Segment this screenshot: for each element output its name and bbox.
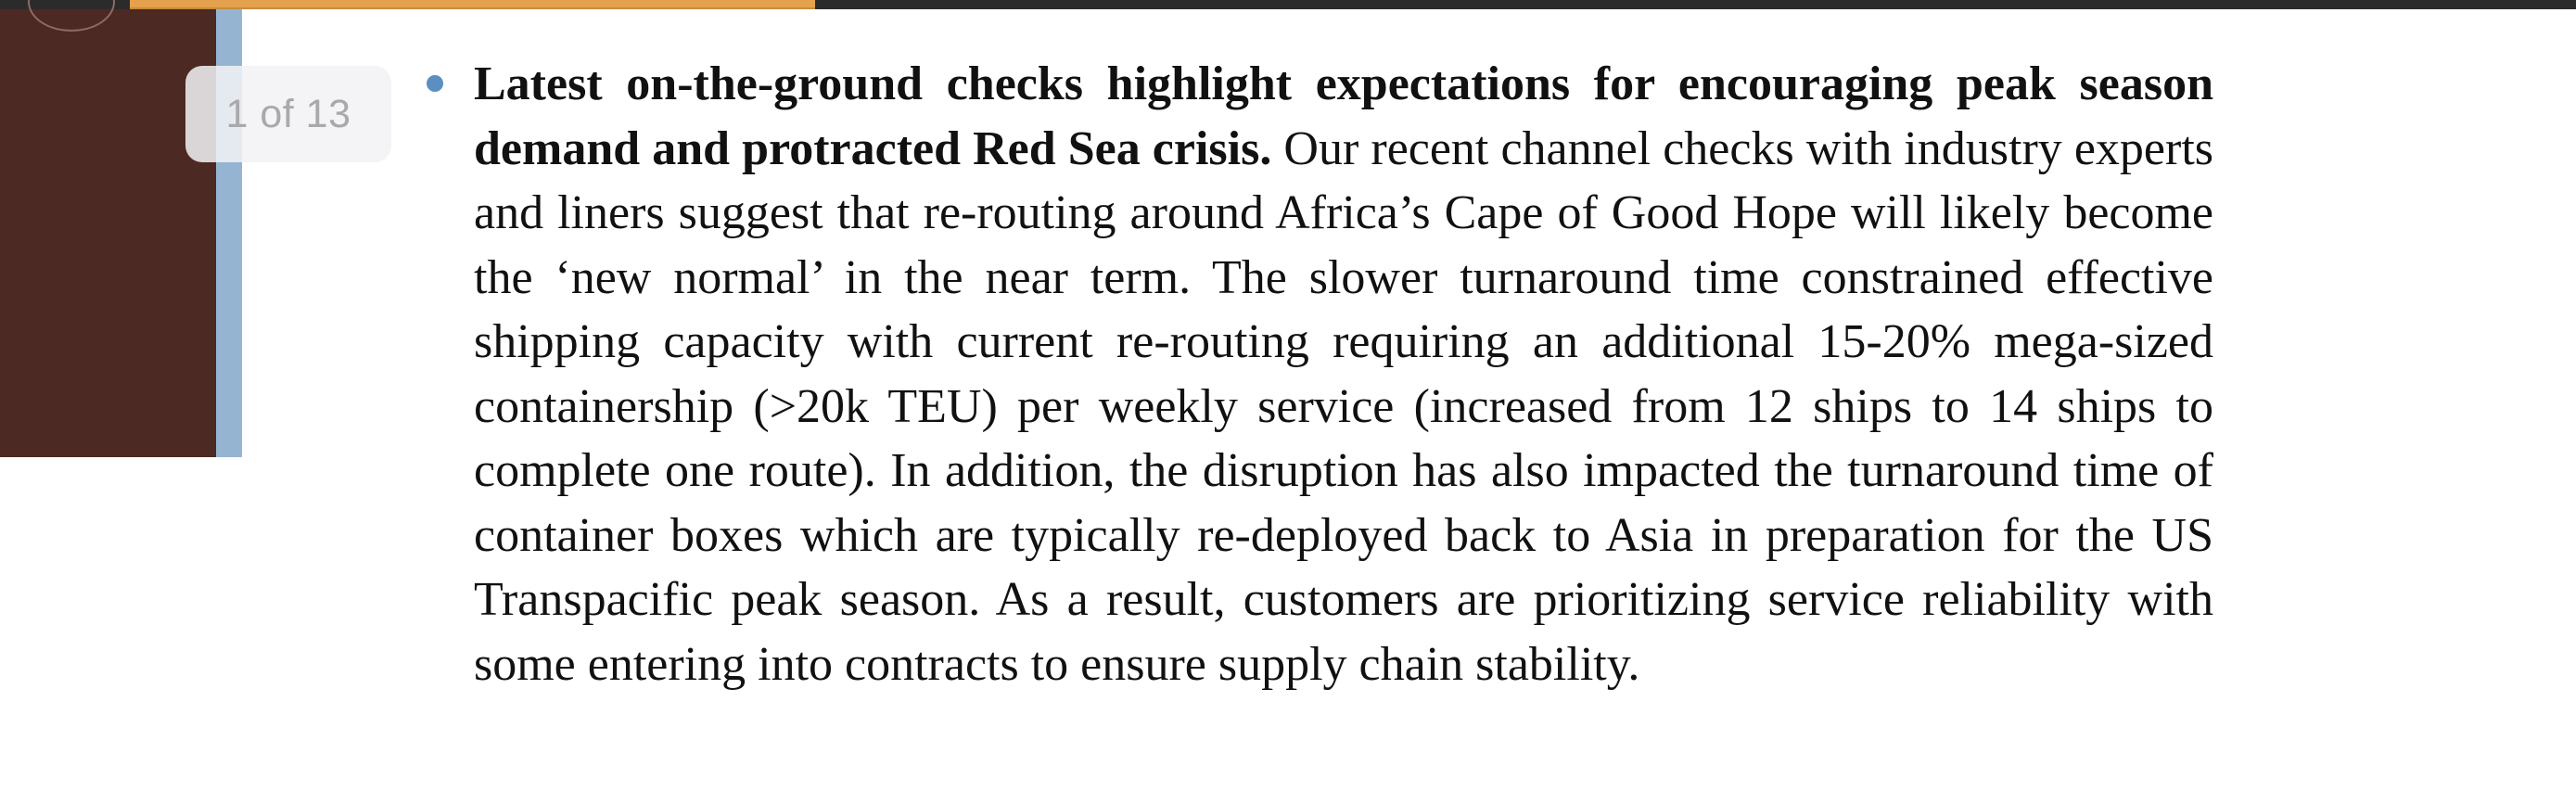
bold-lead-text: Latest on-the-ground checks highlight expectations for encouraging peak season demand and protracted Red Sea crisis. <box>474 57 2213 175</box>
bullet-icon <box>427 75 443 92</box>
page-indicator: 1 of 13 <box>185 66 391 162</box>
progress-track <box>0 0 2576 9</box>
thumbnail-graphic <box>28 0 115 32</box>
body-text: Our recent channel checks with industry experts and liners suggest that re-routing around Africa’s Cape of Good Hope will likely become the ‘new normal’ in the near term. The slower turnaround time constrained effective shipping capacity with current re-routing requiring an additional 15-20% mega-sized containership (>20k TEU) per weekly service (increased from 12 ships to 14 ships to complete one route). In addition, the disruption has also impacted the turnaround time of container boxes which are typically re-deployed back to Asia in preparation for the US Transpacific peak season. As a result, customers are prioritizing service reliability with some entering into contracts to ensure supply chain stability. <box>474 121 2214 691</box>
page-thumbnail[interactable] <box>0 9 216 457</box>
reading-progress-bar <box>130 0 815 9</box>
bullet-paragraph <box>474 52 2213 696</box>
